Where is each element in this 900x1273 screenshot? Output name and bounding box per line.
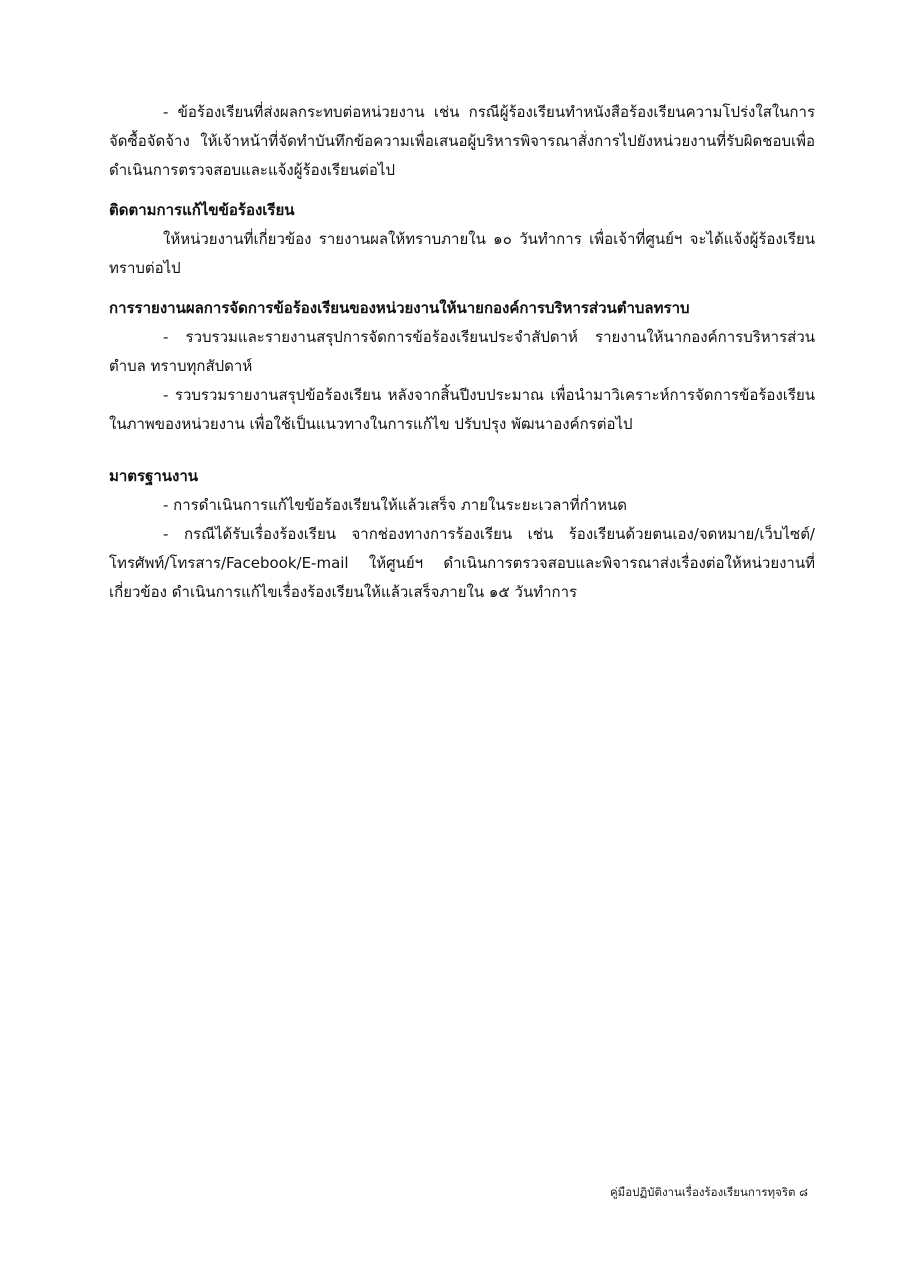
spacer — [109, 439, 815, 462]
heading-reporting: การรายงานผลการจัดการข้อร้องเรียนของหน่วยงานให้นายกองค์การบริหารส่วนตำบลทราบ — [109, 299, 690, 317]
paragraph-weekly-report: - รวบรวมและรายงานสรุปการจัดการข้อร้องเรียนประจำสัปดาห์ รายงานให้นากองค์การบริหารส่วนตำบล ทราบทุกสัปดาห์ — [109, 328, 815, 375]
paragraph-annual-report: - รวบรวมรายงานสรุปข้อร้องเรียน หลังจากสิ้นปีงบประมาณ เพื่อนำมาวิเคราะห์การจัดการข้อร้องเรียนในภาพของหน่วยงาน เพื่อใช้เป็นแนวทางในการแก้ไข ปรับปรุง พัฒนาองค์กรต่อไป — [109, 386, 815, 433]
paragraph-standard-channels: - กรณีได้รับเรื่องร้องเรียน จากช่องทางการร้องเรียน เช่น ร้องเรียนด้วยตนเอง/จดหมาย/เว็บไซต์/โทรศัพท์/โทรสาร/Facebook/E-mail ให้ศูนย์ฯ ดำเนินการตรวจสอบและพิจารณาส่งเรื่องต่อให้หน่วยงานที่เกี่ยวข้อง ดำเนินการแก้ไขเรื่องร้องเรียนให้แล้วเสร็จภายใน ๑๕ วันทำการ — [109, 525, 815, 601]
paragraph-intro: - ข้อร้องเรียนที่ส่งผลกระทบต่อหน่วยงาน เช่น กรณีผู้ร้องเรียนทำหนังสือร้องเรียนความโปร่งใสในการจัดซื้อจัดจ้าง ให้เจ้าหน้าที่จัดทำบันทึกข้อความเพื่อเสนอผู้บริหารพิจารณาสั่งการไปยังหน่วยงานที่รับผิดชอบเพื่อดำเนินการตรวจสอบและแจ้งผู้ร้องเรียนต่อไป — [109, 103, 815, 179]
heading-complaint-followup: ติดตามการแก้ไขข้อร้องเรียน — [109, 201, 295, 219]
heading-work-standard: มาตรฐานงาน — [109, 467, 199, 485]
paragraph-standard-deadline: - การดำเนินการแก้ไขข้อร้องเรียนให้แล้วเสร็จ ภายในระยะเวลาที่กำหนด — [163, 496, 627, 514]
spacer — [109, 185, 815, 196]
paragraph-followup: ให้หน่วยงานที่เกี่ยวข้อง รายงานผลให้ทราบภายใน ๑๐ วันทำการ เพื่อเจ้าที่ศูนย์ฯ จะได้แจ้งผู้ร้องเรียนทราบต่อไป — [109, 230, 815, 277]
document-body — [109, 98, 815, 607]
spacer — [109, 283, 815, 294]
page-footer: คู่มือปฏิบัติงานเรื่องร้องเรียนการทุจริต ๘ — [609, 1185, 808, 1199]
